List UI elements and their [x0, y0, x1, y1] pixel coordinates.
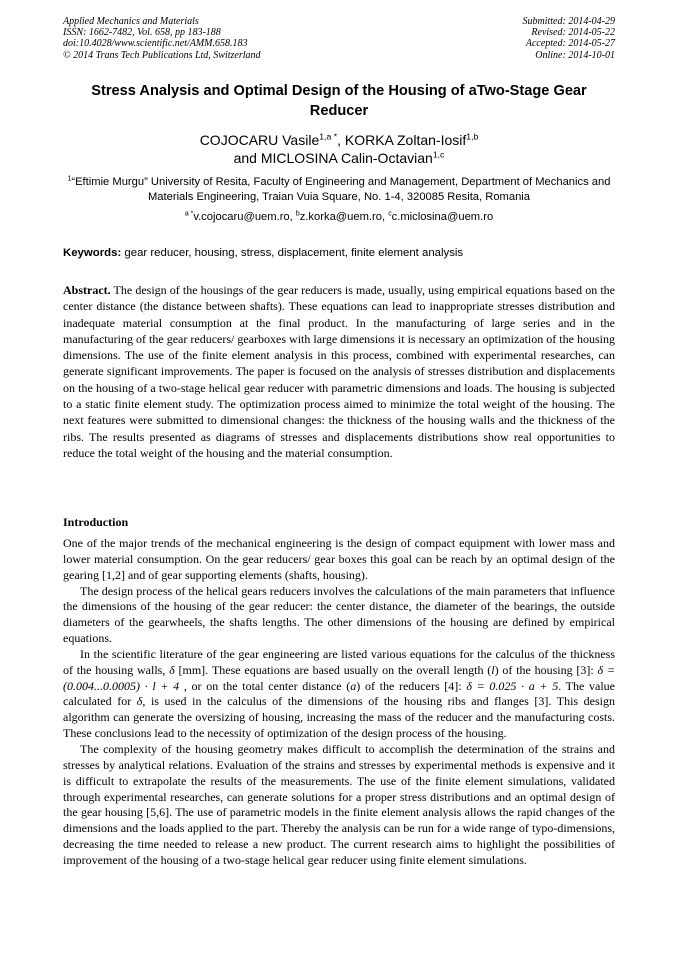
paragraph: The design process of the helical gears reducers involves the calculations of the main parameters that influence the dimensions of the housing of the gear reducer: the center distance, the diameter of the bearings, the outside diameters of the gearwheels, the shafts lengths. The other dimensions of the housing are defined by empirical equations.: [63, 583, 615, 646]
author-conjunction: and: [233, 150, 261, 166]
journal-name: Applied Mechanics and Materials: [63, 16, 199, 27]
paragraph: [63, 647, 615, 742]
email-list: [63, 210, 615, 225]
math-symbol: l: [491, 662, 495, 677]
keywords-text: gear reducer, housing, stress, displacement, finite element analysis: [121, 247, 464, 259]
author-affiliation-marker: 1,b: [466, 131, 479, 142]
affiliation-marker: 1: [67, 175, 72, 183]
math-symbol: δ: [169, 662, 175, 677]
author-name: COJOCARU Vasile: [199, 132, 320, 148]
author-line-2: [63, 149, 615, 167]
copyright-line: © 2014 Trans Tech Publications Ltd, Switzerland: [63, 49, 261, 61]
email-marker: c: [388, 210, 392, 218]
email-marker: b: [295, 210, 300, 218]
publication-dates: [523, 16, 616, 61]
doi-line[interactable]: doi:10.4028/www.scientific.net/AMM.658.183: [63, 38, 248, 50]
accepted-date: Accepted: 2014-05-27: [525, 38, 615, 50]
affiliation-text: “Eftimie Murgu” University of Resita, Faculty of Engineering and Management, Department of Mechanics and Materials Engineering, Traian Vuia Square, No. 1-4, 320085 Resita, Romania: [71, 176, 611, 203]
author-name: MICLOSINA Calin-Octavian: [260, 150, 433, 166]
text-run: , is used in the calculus of the dimensions of the housing ribs and flanges [3]. This design algorithm can generate the oversizing of housing, increasing the mass of the reducer and the manufacturing costs. These conclusions lead to the necessity of optimization of the design process of the housing.: [63, 694, 615, 741]
text-run: In the scientific literature of the gear engineering are listed various equations for the calculus of the thickness of the housing walls,: [63, 646, 615, 677]
introduction-body: [63, 536, 615, 869]
keywords: [63, 246, 615, 261]
abstract-label: Abstract.: [63, 283, 111, 297]
issn-line: ISSN: 1662-7482, Vol. 658, pp 183-188: [63, 27, 221, 39]
affiliation: [63, 175, 615, 205]
author-line-1: [63, 131, 615, 149]
equation: δ = 0.025 · a + 5: [466, 678, 559, 693]
journal-info: [63, 16, 261, 61]
equation: δ = (0.004...0.0005) · l + 4: [63, 662, 616, 693]
author-affiliation-marker: 1,a *: [319, 131, 338, 142]
paragraph: The complexity of the housing geometry makes difficult to accomplish the determination of the strains and stresses by analytical relations. Evaluation of the strains and stresses by experimental methods is expensive and it is difficult to extrapolate the results of the measurements. The use of the finite element simulations, validated through experimental researches, can generate solutions for a proper stress distributions and an optimal design of the gear housing [5,6]. The use of parametric models in the finite element analysis allows the rapid changes of the dimensions and the loads applied to the part. Thereby the analysis can be run for a wide range of typo-dimensions, decreasing the time needed to release a new product. The current research aims to highlight the possibilities of improvement of the housing of a two-stage helical gear reducer using finite element simulations.: [63, 741, 615, 867]
math-symbol: a: [350, 678, 357, 693]
email-link[interactable]: z.korka@uem.ro,: [299, 211, 389, 223]
text-run: , or on the total center distance (: [179, 678, 351, 693]
text-run: ) of the reducers [4]:: [356, 678, 467, 693]
author-name: KORKA Zoltan-Iosif: [344, 132, 467, 148]
online-date: Online: 2014-10-01: [535, 49, 615, 61]
abstract-text: The design of the housings of the gear reducers is made, usually, using empirical equations based on the center distance (the distance between shafts). These equations can lead to inappropriate stresses distribution and inadequate material consumption at the final product. In the manufacturing of large series and in the manufacturing of the gear reducers/ gearboxes with large dimensions it is necessary an optimization of the housing dimensions. The use of the finite element analysis in this process, combined with experimental researches, can generate significant improvements. The paper is focused on the analysis of stresses distribution and displacements on the housing of a two-stage helical gear reducer with parametric dimensions and loads. The housing is subjected to a static finite element study. The optimization process aimed to minimize the total weight of the housing. The next features were submitted to dimensional changes: the thickness of the housing walls and the thickness of the ribs. The results presented as diagrams of stresses and displacements distributions show real opportunities to reduce the total weight of the housing and the material consumption.: [63, 283, 615, 460]
math-symbol: δ: [136, 694, 143, 709]
section-heading-introduction: Introduction: [63, 515, 129, 529]
email-marker: a *: [184, 210, 194, 218]
submitted-date: Submitted: 2014-04-29: [522, 16, 615, 27]
email-link[interactable]: v.cojocaru@uem.ro,: [193, 211, 296, 223]
author-separator: ,: [337, 132, 345, 148]
paper-title: Stress Analysis and Optimal Design of the Housing of aTwo-Stage Gear Reducer: [91, 83, 587, 119]
author-list: [63, 131, 615, 167]
abstract: [63, 282, 615, 461]
text-run: . The value calculated for: [63, 678, 615, 709]
paragraph: One of the major trends of the mechanical engineering is the design of compact equipment with lower mass and lower material consumption. On the gear reducers/ gear boxes this goal can be reach by an optimal design of the gearing [1,2] and of gear supporting elements (shafts, housing).: [63, 536, 615, 582]
keywords-label: Keywords:: [63, 247, 122, 259]
email-link[interactable]: c.miclosina@uem.ro: [391, 211, 494, 223]
author-affiliation-marker: 1,c: [432, 149, 445, 160]
revised-date: Revised: 2014-05-22: [531, 27, 615, 39]
text-run: [mm]. These equations are based usually on the overall length (: [174, 662, 492, 677]
text-run: ) of the housing [3]:: [494, 662, 598, 677]
